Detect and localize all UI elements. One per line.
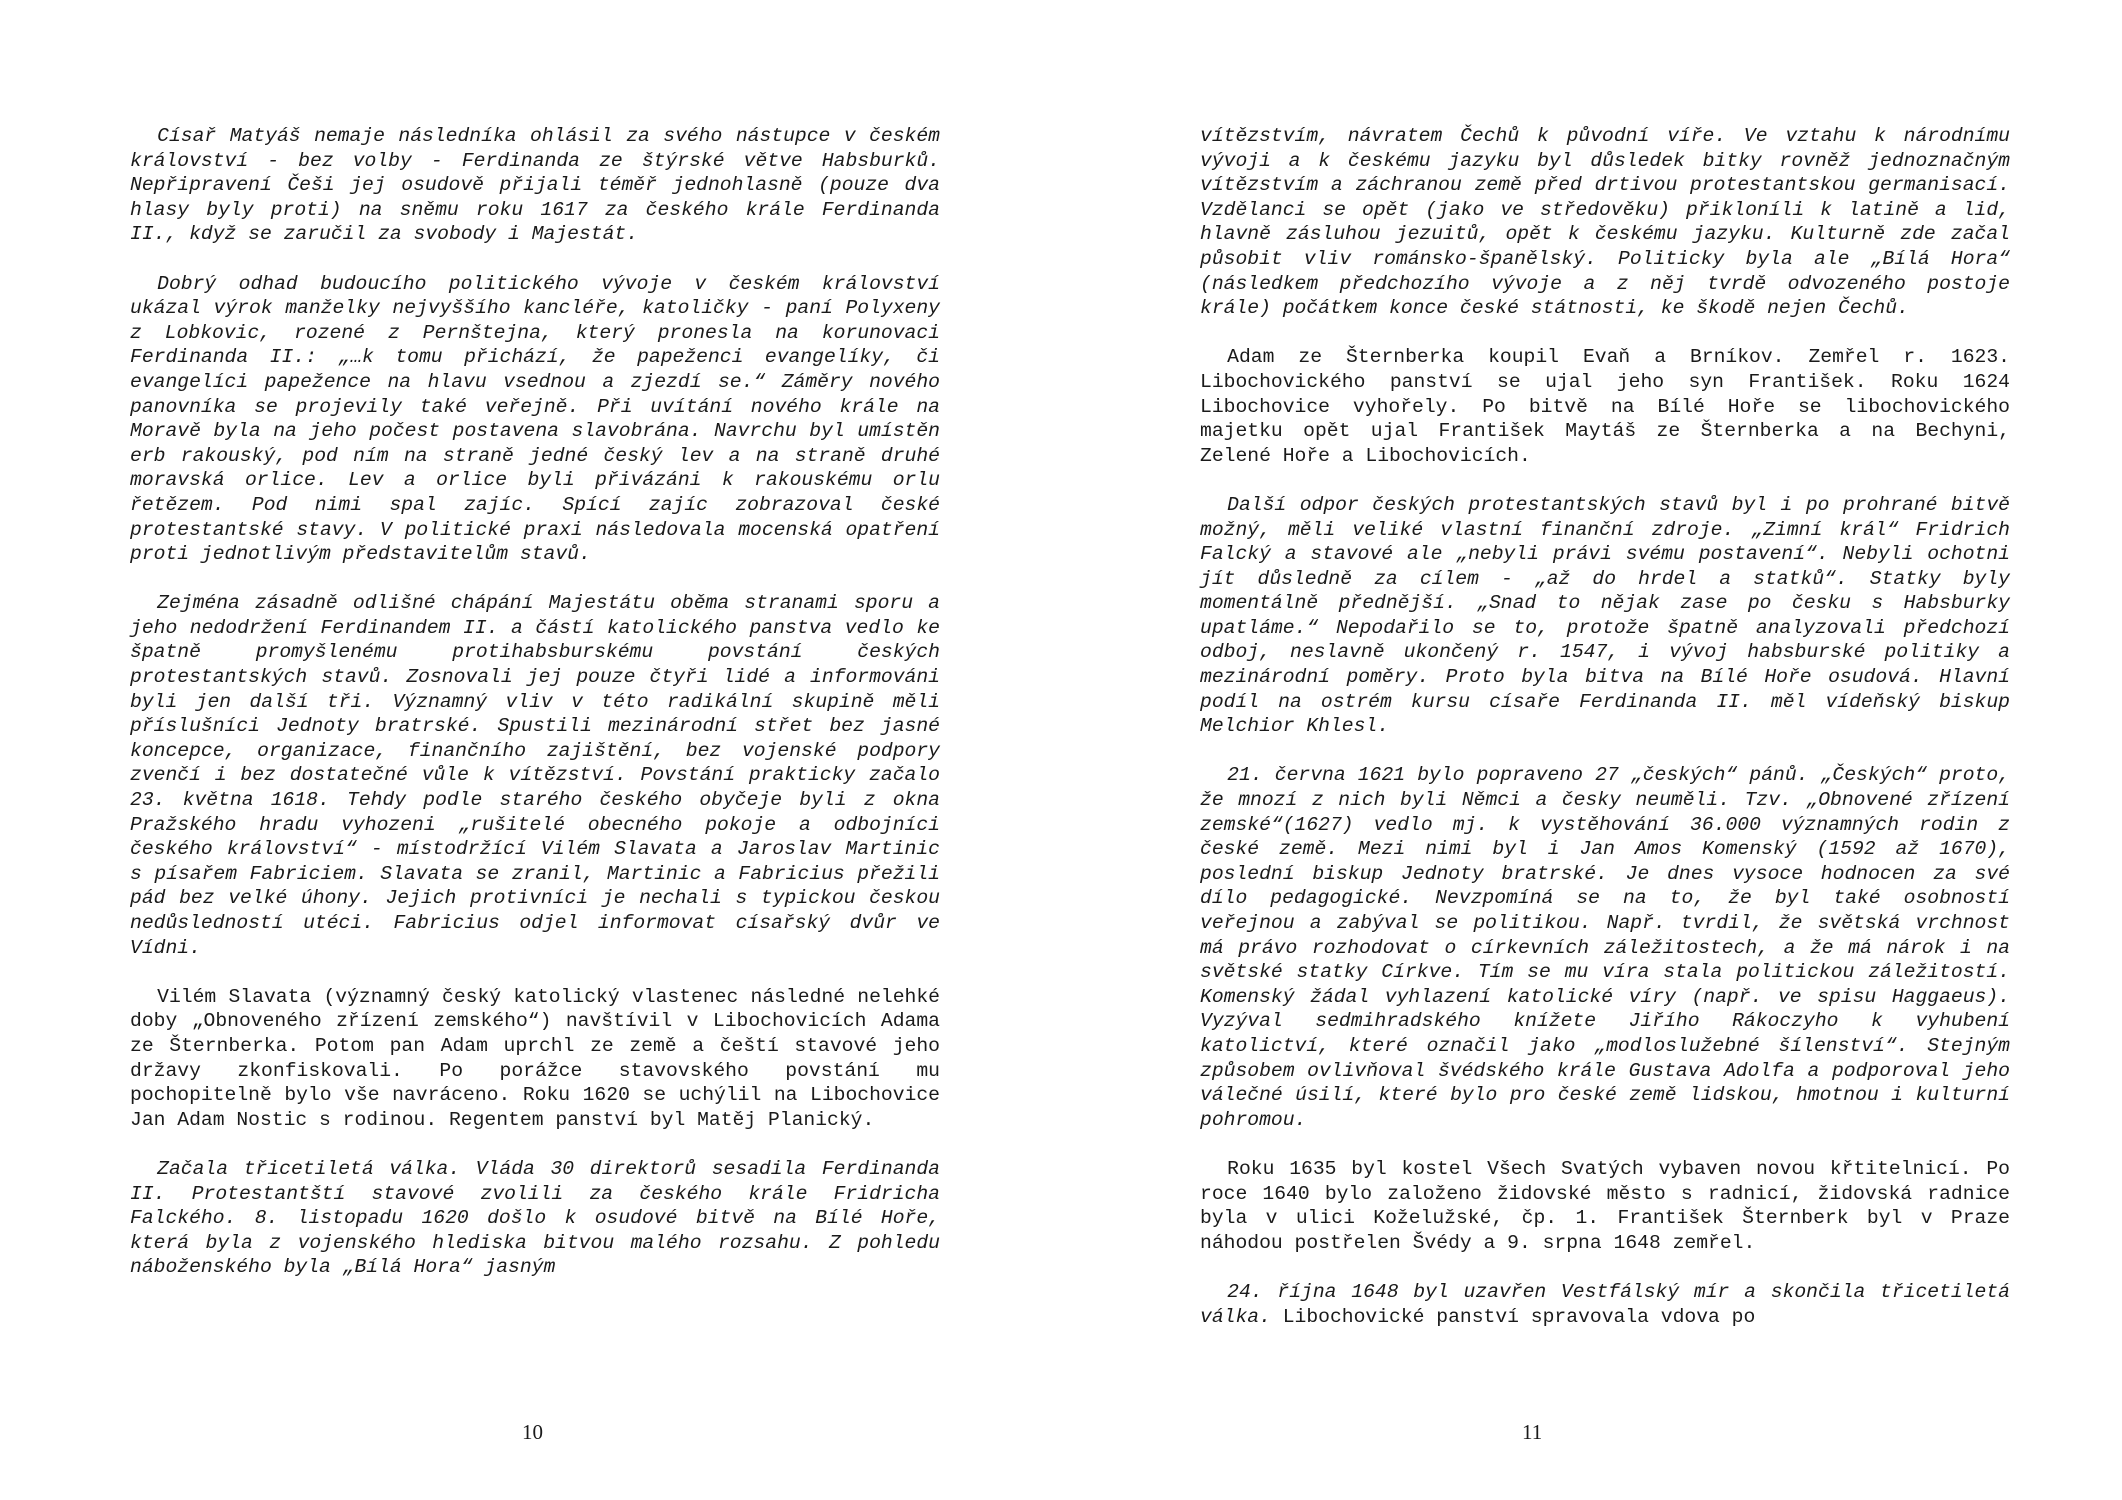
page-number: 10: [522, 1420, 543, 1444]
paragraph: Roku 1635 byl kostel Všech Svatých vybaven novou křtitelnicí. Po roce 1640 bylo založeno židovské město s radnicí, židovská radnice byla v ulici Koželužské, čp. 1. František Šternberk byl v Praze náhodou postřelen Švédy a 9. srpna 1648 zemřel.: [1200, 1157, 2010, 1254]
left-text-column: [130, 124, 940, 1305]
paragraph: [1200, 1280, 2010, 1329]
paragraph-italic-part: 24. října 1648 byl uzavřen Vestfálský mír a skončila třicetiletá válka.: [1200, 1280, 2010, 1328]
paragraph: Další odpor českých protestantských stavů byl i po prohrané bitvě možný, měli veliké vlastní finanční zdroje. „Zimní král“ Fridrich Falcký a stavové ale „nebyli právi svému postavení“. Nebyli ochotni jít důsledně za cílem - „až do hrdel a statků“. Statky byly momentálně přednější. „Snad to nějak zase po česku s Habsburky upatláme.“ Nepodařilo se to, protože špatně analyzovali předchozí odboj, neslavně ukončený r. 1547, i vývoj habsburské politiky a mezinárodní poměry. Proto byla bitva na Bílé Hoře osudová. Hlavní podíl na ostrém kursu císaře Ferdinanda II. měl vídeňský biskup Melchior Khlesl.: [1200, 493, 2010, 738]
paragraph: Dobrý odhad budoucího politického vývoje v českém království ukázal výrok manželky nejvyššího kancléře, katoličky - paní Polyxeny z Lobkovic, rozené z Pernštejna, který pronesla na korunovaci Ferdinanda II.: „…k tomu přichází, že papeženci evangelíky, či evangelíci papežence na hlavu vsednou a zjezdí se.“ Záměry nového panovníka se projevily také veřejně. Při uvítání nového krále na Moravě byla na jeho počest postavena slavobrána. Navrchu byl umístěn erb rakouský, pod ním na straně jedné český lev a na straně druhé moravská orlice. Lev a orlice byli přivázáni k rakouskému orlu řetězem. Pod nimi spal zajíc. Spící zajíc zobrazoval české protestantské stavy. V politické praxi následovala mocenská opatření proti jednotlivým představitelům stavů.: [130, 272, 940, 566]
right-page: [1061, 0, 2122, 1500]
paragraph: 21. června 1621 bylo popraveno 27 „českých“ pánů. „Českých“ proto, že mnozí z nich byli Němci a česky neuměli. Tzv. „Obnovené zřízení zemské“(1627) vedlo mj. k vystěhování 36.000 významných rodin z české země. Mezi nimi byl i Jan Amos Komenský (1592 až 1670), poslední biskup Jednoty bratrské. Je dnes vysoce hodnocen za své dílo pedagogické. Nevzpomíná se na to, že byl také osobností veřejnou a zabýval se politikou. Např. tvrdil, že světská vrchnost má právo rozhodovat o církevních záležitostech, a že má nárok i na světské statky Církve. Tím se mu víra stala politickou záležitostí. Komenský žádal vyhlazení katolické víry (např. ve spisu Haggaeus). Vyzýval sedmihradského knížete Jiřího Rákoczyho k vyhubení katolictví, které označil jako „modloslužebné šílenství“. Stejným způsobem ovlivňoval švédského krále Gustava Adolfa a podporoval jeho válečné úsilí, které bylo pro české země lidskou, hmotnou i kulturní pohromou.: [1200, 764, 2010, 1131]
paragraph: Začala třicetiletá válka. Vláda 30 direktorů sesadila Ferdinanda II. Protestantští stavové zvolili za českého krále Fridricha Falckého. 8. listopadu 1620 došlo k osudové bitvě na Bílé Hoře, která byla z vojenského hlediska bitvou malého rozsahu. Z pohledu náboženského byla „Bílá Hora“ jasným: [130, 1157, 940, 1279]
paragraph: Adam ze Šternberka koupil Evaň a Brníkov. Zemřel r. 1623. Libochovického panství se ujal jeho syn František. Roku 1624 Libochovice vyhořely. Po bitvě na Bílé Hoře se libochovického majetku opět ujal František Maytáš ze Šternberka a na Bechyni, Zelené Hoře a Libochovicích.: [1200, 346, 2010, 467]
paragraph-normal-part: Libochovické panství spravovala vdova po: [1270, 1305, 1756, 1328]
paragraph: Zejména zásadně odlišné chápání Majestátu oběma stranami sporu a jeho nedodržení Ferdinandem II. a částí katolického panstva vedlo ke špatně promyšlenému protihabsburskému povstání českých protestantských stavů. Zosnovali jej pouze čtyři lidé a informováni byli jen další tři. Významný vliv v této radikální skupině měli příslušníci Jednoty bratrské. Spustili mezinárodní střet bez jasné koncepce, organizace, finančního zajištění, bez vojenské podpory zvenčí i bez dostatečné vůle k vítězství. Povstání prakticky začalo 23. května 1618. Tehdy podle starého českého obyčeje byli z okna Pražského hradu vyhozeni „rušitelé obecného pokoje a odbojníci českého království“ - místodržící Vilém Slavata a Jaroslav Martinic s písařem Fabriciem. Slavata se zranil, Martinic a Fabricius přežili pád bez velké úhony. Jejich protivníci je nechali s typickou českou nedůsledností utéci. Fabricius odjel informovat císařský dvůr ve Vídni.: [130, 592, 940, 959]
paragraph: vítězstvím, návratem Čechů k původní víře. Ve vztahu k národnímu vývoji a k českému jazyku byl důsledek bitky rovněž jednoznačným vítězstvím a záchranou země před drtivou protestantskou germanisací. Vzdělanci se opět (jako ve středověku) přikloníli k latině a lid, hlavně zásluhou jezuitů, opět k českému jazyku. Kulturně zde začal působit vliv románsko-španělský. Politicky byla ale „Bílá Hora“ (následkem předchozího vývoje a z něj tvrdě odvozeného postoje krále) počátkem konce české státnosti, ke škodě nejen Čechů.: [1200, 125, 2010, 320]
page-number: 11: [1522, 1420, 1543, 1444]
paragraph: Císař Matyáš nemaje následníka ohlásil za svého nástupce v českém království - bez volby - Ferdinanda ze štýrské větve Habsburků. Nepřipravení Češi jej osudově přijali téměř jednohlasně (pouze dva hlasy byly proti) na sněmu roku 1617 za českého krále Ferdinanda II., když se zaručil za svobody i Majestát.: [130, 125, 940, 246]
right-text-column: [1200, 124, 2010, 1354]
paragraph: Vilém Slavata (významný český katolický vlastenec následné nelehké doby „Obnoveného zřízení zemského“) navštívil v Libochovicích Adama ze Šternberka. Potom pan Adam uprchl ze země a čeští stavové jeho državy zkonfiskovali. Po porážce stavovského povstání mu pochopitelně bylo vše navráceno. Roku 1620 se uchýlil na Libochovice Jan Adam Nostic s rodinou. Regentem panství byl Matěj Planický.: [130, 985, 940, 1131]
